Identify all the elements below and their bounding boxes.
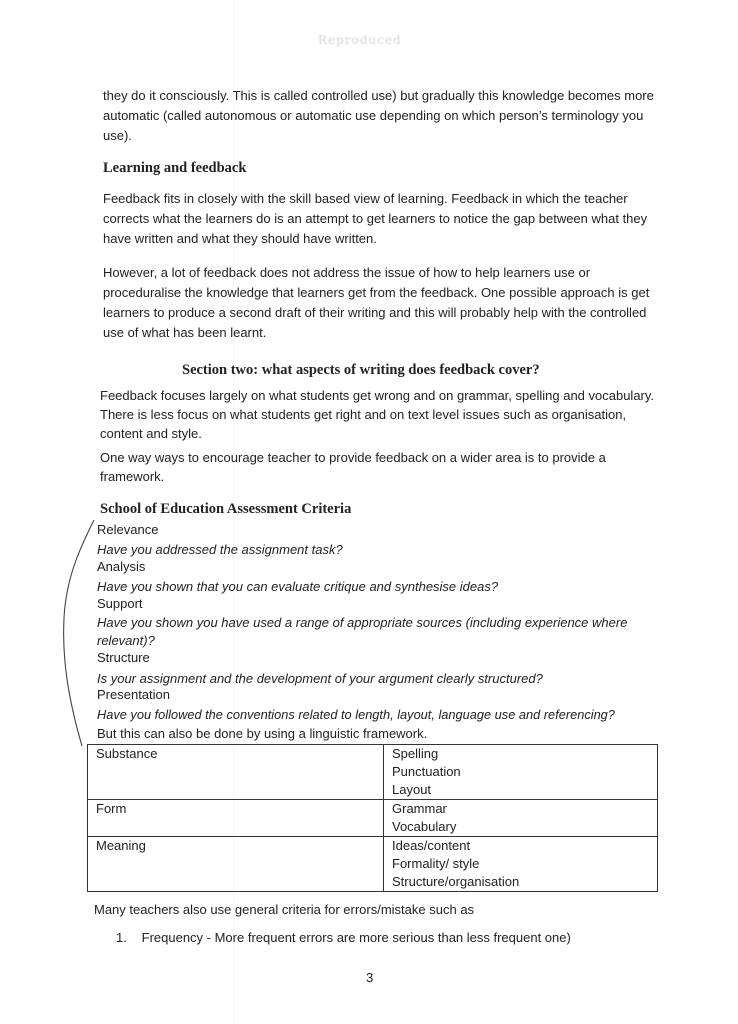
criterion-label: Presentation <box>97 687 170 702</box>
table-item: Layout <box>392 782 432 797</box>
list-item-text: Frequency - More frequent errors are more serious than less frequent one) <box>141 930 571 945</box>
heading-learning-feedback: Learning and feedback <box>103 160 247 176</box>
table-cell-category: Meaning <box>88 837 384 892</box>
linguistic-framework-table <box>87 744 658 892</box>
section-two-paragraph-1: Feedback focuses largely on what students get wrong and on grammar, spelling and vocabulary. There is less focus on what students get right and on text level issues such as organisation, content and style. <box>100 388 655 441</box>
table-item: Vocabulary <box>392 819 457 834</box>
criterion-question: Is your assignment and the development of your argument clearly structured? <box>97 671 543 686</box>
table-row <box>88 837 658 892</box>
list-number: 1. <box>116 930 127 945</box>
criterion-question: Have you shown you have used a range of appropriate sources (including experience where relevant)? <box>97 615 628 648</box>
table-cell-items <box>384 800 658 837</box>
section-two-paragraph-2: One way ways to encourage teacher to provide feedback on a wider area is to provide a framework. <box>100 450 606 484</box>
table-item: Formality/ style <box>392 856 480 871</box>
table-cell-items <box>384 837 658 892</box>
table-row <box>88 745 658 800</box>
table-cell-items <box>384 745 658 800</box>
page-number: 3 <box>366 970 374 985</box>
table-item: Grammar <box>392 801 447 816</box>
header-stamp: Reproduced <box>318 33 402 47</box>
learning-feedback-paragraph-1: Feedback fits in closely with the skill based view of learning. Feedback in which the teacher corrects what the learners do is an attempt to get learners to notice the gap between what they have written and what they should have written. <box>103 191 648 246</box>
heading-assessment-criteria: School of Education Assessment Criteria <box>100 501 352 517</box>
learning-feedback-paragraph-2: However, a lot of feedback does not address the issue of how to help learners use or proceduralise the knowledge that learners get from the feedback. One possible approach is get learners to produce a second draft of their writing and this will probably help with the controlled use of what has been learnt. <box>103 265 650 340</box>
handwritten-margin-bracket <box>58 518 98 750</box>
linguistic-framework-note: But this can also be done by using a linguistic framework. <box>97 726 428 741</box>
table-item: Spelling <box>392 746 439 761</box>
heading-section-two: Section two: what aspects of writing does feedback cover? <box>182 362 540 378</box>
criterion-label: Support <box>97 596 143 611</box>
intro-paragraph: they do it consciously. This is called controlled use) but gradually this knowledge becomes more automatic (called autonomous or automatic use depending on which person’s terminology you use). <box>103 88 654 143</box>
table-row <box>88 800 658 837</box>
list-item <box>116 929 571 947</box>
criterion-label: Analysis <box>97 559 146 574</box>
table-cell-category: Substance <box>88 745 384 800</box>
errors-intro: Many teachers also use general criteria for errors/mistake such as <box>94 902 475 917</box>
table-cell-category: Form <box>88 800 384 837</box>
table-item: Punctuation <box>392 764 461 779</box>
criterion-label: Structure <box>97 650 150 665</box>
table-item: Structure/organisation <box>392 874 520 889</box>
criterion-question: Have you shown that you can evaluate critique and synthesise ideas? <box>97 579 499 594</box>
criterion-question: Have you addressed the assignment task? <box>97 542 343 557</box>
table-item: Ideas/content <box>392 838 471 853</box>
criterion-label: Relevance <box>97 522 159 537</box>
criterion-question: Have you followed the conventions related to length, layout, language use and referencing? <box>97 707 615 722</box>
